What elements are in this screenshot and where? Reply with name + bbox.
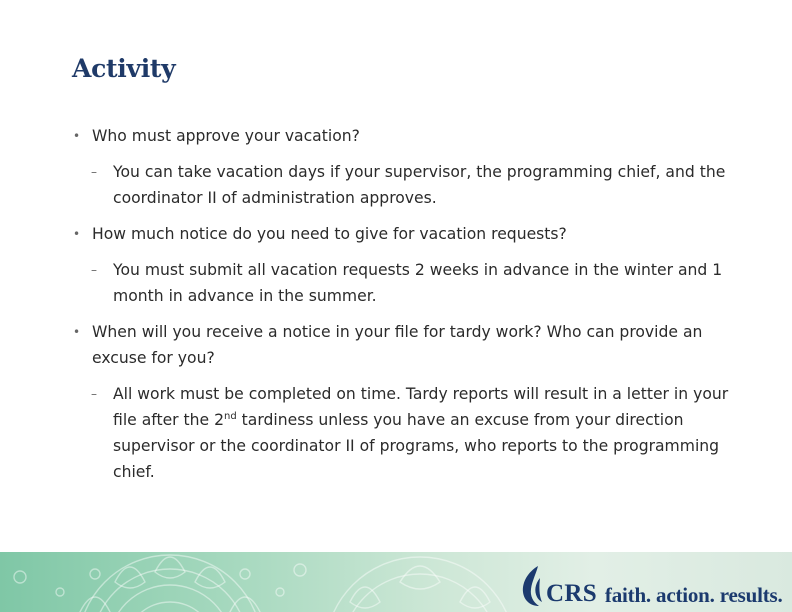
bullet-item (72, 319, 737, 371)
sub-bullet-text-after: tardiness unless you have an excuse from your direction supervisor or the coordinator II of programs, who reports to the programming chief. (113, 411, 720, 481)
slide-content (72, 123, 737, 485)
dash-glyph: – (91, 165, 97, 179)
bullet-item (72, 123, 737, 149)
brand-tagline: faith. action. results. (604, 583, 783, 607)
bullet-glyph: • (73, 325, 81, 339)
sub-bullet-text: You can take vacation days if your supervisor, the programming chief, and the coordinator II of administration approves. (113, 163, 726, 207)
sub-bullet-text: You must submit all vacation requests 2 weeks in advance in the winter and 1 month in advance in the summer. (113, 261, 723, 305)
bullet-text: When will you receive a notice in your file for tardy work? Who can provide an excuse for you? (92, 323, 703, 367)
sub-bullet-item (72, 257, 737, 309)
bullet-item (72, 221, 737, 247)
crs-logo (520, 560, 783, 608)
sub-bullet-text-before: All work must be completed on time. Tardy reports will result in a letter in your file after the 2 (113, 385, 729, 429)
dash-glyph: – (91, 263, 97, 277)
bullet-glyph: • (73, 129, 81, 143)
bullet-text: How much notice do you need to give for vacation requests? (92, 225, 567, 243)
sub-bullet-item (72, 381, 737, 485)
sub-bullet-item (72, 159, 737, 211)
flame-logo-icon (520, 564, 546, 608)
slide-title: Activity (72, 54, 176, 83)
brand-wordmark: CRS (546, 580, 597, 607)
ordinal-suffix: nd (224, 410, 237, 422)
dash-glyph: – (91, 387, 97, 401)
footer-band (0, 552, 792, 612)
bullet-glyph: • (73, 227, 81, 241)
bullet-text: Who must approve your vacation? (92, 127, 360, 145)
